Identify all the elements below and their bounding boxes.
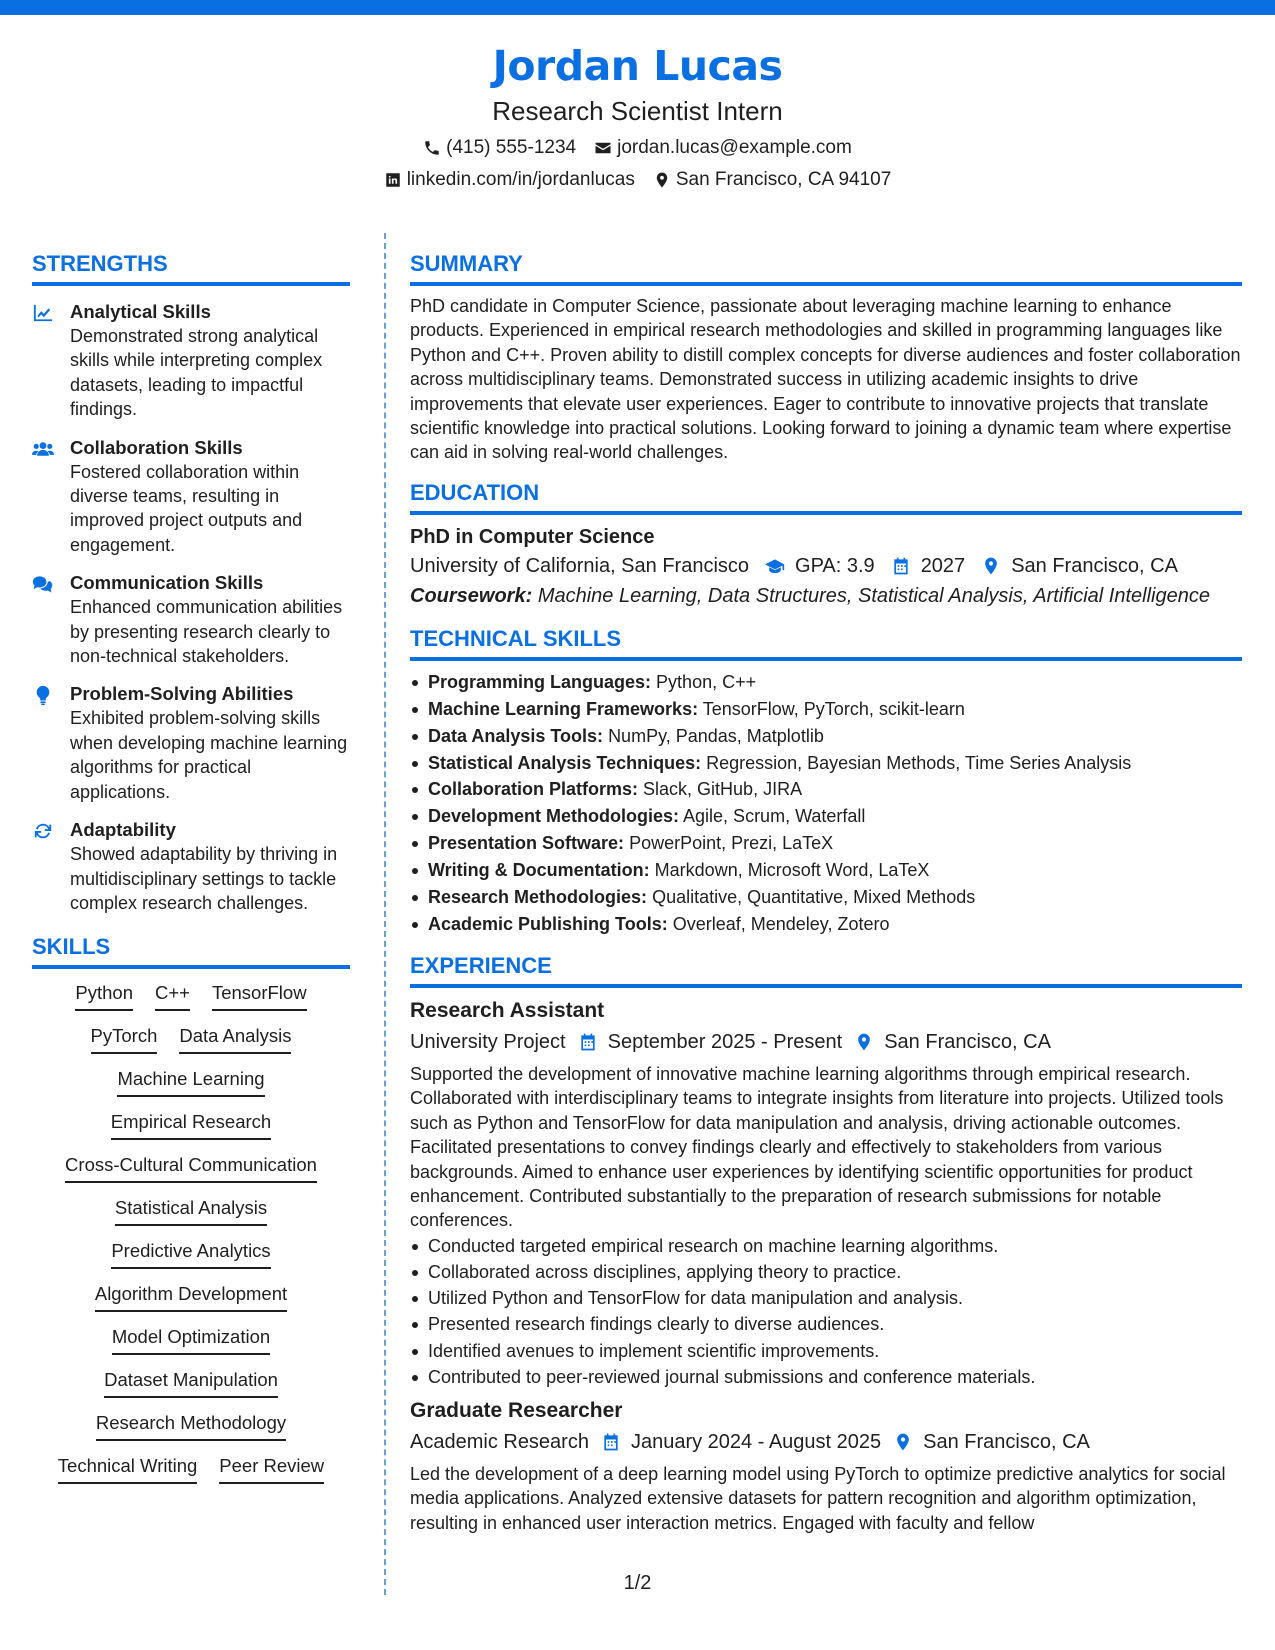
skill-tag: Statistical Analysis (115, 1196, 267, 1226)
skill-tag: PyTorch (91, 1024, 158, 1054)
skill-tag: Peer Review (219, 1454, 324, 1484)
column-divider (384, 233, 386, 1595)
job-meta (410, 1426, 1242, 1458)
strength-title: Adaptability (70, 819, 176, 841)
list-item: Contributed to peer-reviewed journal submissions and conference materials. (410, 1364, 1242, 1390)
candidate-name: Jordan Lucas (492, 42, 783, 90)
job-location: San Francisco, CA (923, 1430, 1090, 1453)
list-item: Writing & Documentation: Markdown, Microsoft Word, LaTeX (410, 857, 1242, 884)
strength-title: Communication Skills (70, 572, 264, 594)
summary-title: SUMMARY (410, 250, 1242, 286)
list-item: Academic Publishing Tools: Overleaf, Mendeley, Zotero (410, 911, 1242, 938)
list-item: Collaborated across disciplines, applying theory to practice. (410, 1259, 1242, 1285)
job-entry (410, 996, 1242, 1390)
list-item: Programming Languages: Python, C++ (410, 669, 1242, 696)
experience-section (410, 952, 1242, 1535)
job-title: Research Assistant (410, 998, 605, 1022)
right-column (410, 250, 1242, 1535)
coursework (410, 581, 1242, 611)
top-accent-bar (0, 0, 1275, 15)
lightbulb-icon (32, 685, 54, 705)
strength-title: Analytical Skills (70, 301, 211, 322)
linkedin-contact[interactable] (384, 168, 635, 192)
graduation-year: 2027 (920, 554, 966, 577)
phone-contact[interactable] (423, 136, 576, 160)
job-title: Graduate Researcher (410, 1398, 623, 1422)
job-bullets (410, 1233, 1242, 1390)
skill-tag: Empirical Research (111, 1110, 271, 1140)
list-item: Collaboration Platforms: Slack, GitHub, JIRA (410, 776, 1242, 803)
list-item: Presentation Software: PowerPoint, Prezi, LaTeX (410, 830, 1242, 857)
strength-item (32, 571, 350, 668)
email-contact[interactable] (594, 136, 852, 160)
phone-icon (423, 139, 441, 157)
job-location: San Francisco, CA (884, 1030, 1051, 1053)
skills-list (32, 981, 350, 1484)
left-column (32, 250, 350, 1484)
contact-row-2 (0, 168, 1275, 192)
map-pin-icon (981, 556, 1001, 576)
list-item: Machine Learning Frameworks: TensorFlow, PyTorch, scikit-learn (410, 696, 1242, 723)
job-description: Led the development of a deep learning model using PyTorch to optimize predictive analytics for social media applications. Analyzed extensive datasets for pattern recognition and algorithm optimization, resulting in enhanced user interaction metrics. Engaged with faculty and fellow (410, 1463, 1226, 1533)
strength-title: Collaboration Skills (70, 436, 243, 458)
strength-item (32, 300, 350, 422)
education-location: San Francisco, CA (1011, 554, 1178, 577)
strength-item (32, 818, 350, 915)
graduation-cap-icon (765, 556, 785, 576)
chart-line-icon (32, 303, 54, 323)
school-name: University of California, San Francisco (410, 554, 750, 577)
users-icon (32, 439, 54, 459)
list-item: Development Methodologies: Agile, Scrum, Waterfall (410, 803, 1242, 830)
list-item: Utilized Python and TensorFlow for data manipulation and analysis. (410, 1285, 1242, 1311)
strength-title: Problem-Solving Abilities (70, 683, 294, 705)
education-section (410, 479, 1242, 611)
strength-desc: Exhibited problem-solving skills when developing machine learning algorithms for practical applications. (70, 708, 348, 802)
list-item: Data Analysis Tools: NumPy, Pandas, Matplotlib (410, 723, 1242, 750)
skill-tag: C++ (155, 981, 190, 1011)
list-item: Presented research findings clearly to diverse audiences. (410, 1311, 1242, 1337)
job-dates: January 2024 - August 2025 (630, 1430, 882, 1453)
comments-icon (32, 574, 54, 594)
location-text: San Francisco, CA 94107 (675, 169, 892, 190)
envelope-icon (594, 139, 612, 157)
email-text: jordan.lucas@example.com (617, 137, 852, 158)
list-item: Statistical Analysis Techniques: Regression, Bayesian Methods, Time Series Analysis (410, 750, 1242, 777)
coursework-label: Coursework: (410, 584, 533, 607)
technical-skills-list (410, 669, 1242, 938)
candidate-role: Research Scientist Intern (492, 96, 783, 126)
skill-tag: Predictive Analytics (111, 1239, 270, 1269)
job-meta (410, 1026, 1242, 1058)
summary-text: PhD candidate in Computer Science, passionate about leveraging machine learning to enhance products. Experienced in empirical research methodologies and skilled in programming languages like Python and C++. Proven ability to distill complex concepts for diverse audiences and foster collaboration across multidisciplinary teams. Demonstrated success in utilizing academic insights to drive improvements that elevate user experiences. Eager to contribute to innovative projects that translate scientific knowledge into practical solutions. Looking forward to joining a dynamic team where expertise can aid in solving real-world challenges. (410, 296, 1241, 463)
contact-row-1 (0, 136, 1275, 160)
education-meta (410, 551, 1242, 581)
calendar-icon (578, 1032, 598, 1052)
calendar-icon (601, 1432, 621, 1452)
strength-item (32, 682, 350, 804)
job-dates: September 2025 - Present (607, 1030, 843, 1053)
skill-tag: Python (75, 981, 133, 1011)
coursework-list: Machine Learning, Data Structures, Statistical Analysis, Artificial Intelligence (537, 584, 1210, 607)
skill-tag: Research Methodology (96, 1411, 286, 1441)
strength-desc: Showed adaptability by thriving in multidisciplinary settings to tackle complex research challenges. (70, 844, 338, 913)
calendar-icon (891, 556, 911, 576)
skill-tag: Machine Learning (117, 1067, 264, 1097)
skill-tag: Model Optimization (112, 1325, 270, 1355)
skill-tag: Data Analysis (179, 1024, 291, 1054)
strengths-title: STRENGTHS (32, 250, 350, 286)
linkedin-text: linkedin.com/in/jordanlucas (406, 169, 635, 190)
resume-header (0, 40, 1275, 192)
technical-skills-title: TECHNICAL SKILLS (410, 625, 1242, 661)
map-pin-icon (653, 171, 671, 189)
strength-item (32, 436, 350, 558)
strength-desc: Enhanced communication abilities by presenting research clearly to non-technical stakeholders. (70, 597, 343, 667)
location-contact (653, 168, 891, 192)
strength-desc: Fostered collaboration within diverse teams, resulting in improved project outputs and engagement. (70, 461, 303, 555)
experience-title: EXPERIENCE (410, 952, 1242, 988)
strength-desc: Demonstrated strong analytical skills while interpreting complex datasets, leading to impactful findings. (70, 326, 323, 420)
page-number: 1/2 (623, 1572, 652, 1594)
gpa-text: GPA: 3.9 (795, 554, 875, 577)
map-pin-icon (854, 1032, 874, 1052)
job-org: Academic Research (410, 1430, 589, 1453)
job-description: Supported the development of innovative machine learning algorithms through empirical research. Collaborated with interdisciplinary teams to integrate insights from literature into projects. Utilized tools such as Python and TensorFlow for data manipulation and analysis, driving actionable outcomes. Facilitated presentations to convey findings clearly and effectively to stakeholders from various backgrounds. Aimed to enhance user experiences by identifying scientific opportunities for product enhancement. Contributed substantially to the preparation of research submissions for notable conferences. (410, 1063, 1224, 1231)
job-entry (410, 1396, 1242, 1535)
technical-skills-section (410, 625, 1242, 938)
linkedin-icon (384, 171, 402, 189)
sync-icon (32, 821, 54, 841)
education-title: EDUCATION (410, 479, 1242, 515)
skill-tag: Technical Writing (58, 1454, 198, 1484)
map-pin-icon (893, 1432, 913, 1452)
list-item: Identified avenues to implement scientific improvements. (410, 1338, 1242, 1364)
skill-tag: Algorithm Development (95, 1282, 287, 1312)
skill-tag: Cross-Cultural Communication (65, 1153, 317, 1183)
skill-tag: TensorFlow (212, 981, 307, 1011)
list-item: Conducted targeted empirical research on machine learning algorithms. (410, 1233, 1242, 1259)
phone-text: (415) 555-1234 (446, 137, 577, 158)
job-org: University Project (410, 1030, 566, 1053)
degree-title: PhD in Computer Science (410, 525, 655, 548)
skill-tag: Dataset Manipulation (104, 1368, 278, 1398)
list-item: Research Methodologies: Qualitative, Quantitative, Mixed Methods (410, 884, 1242, 911)
skills-title: SKILLS (32, 933, 350, 969)
